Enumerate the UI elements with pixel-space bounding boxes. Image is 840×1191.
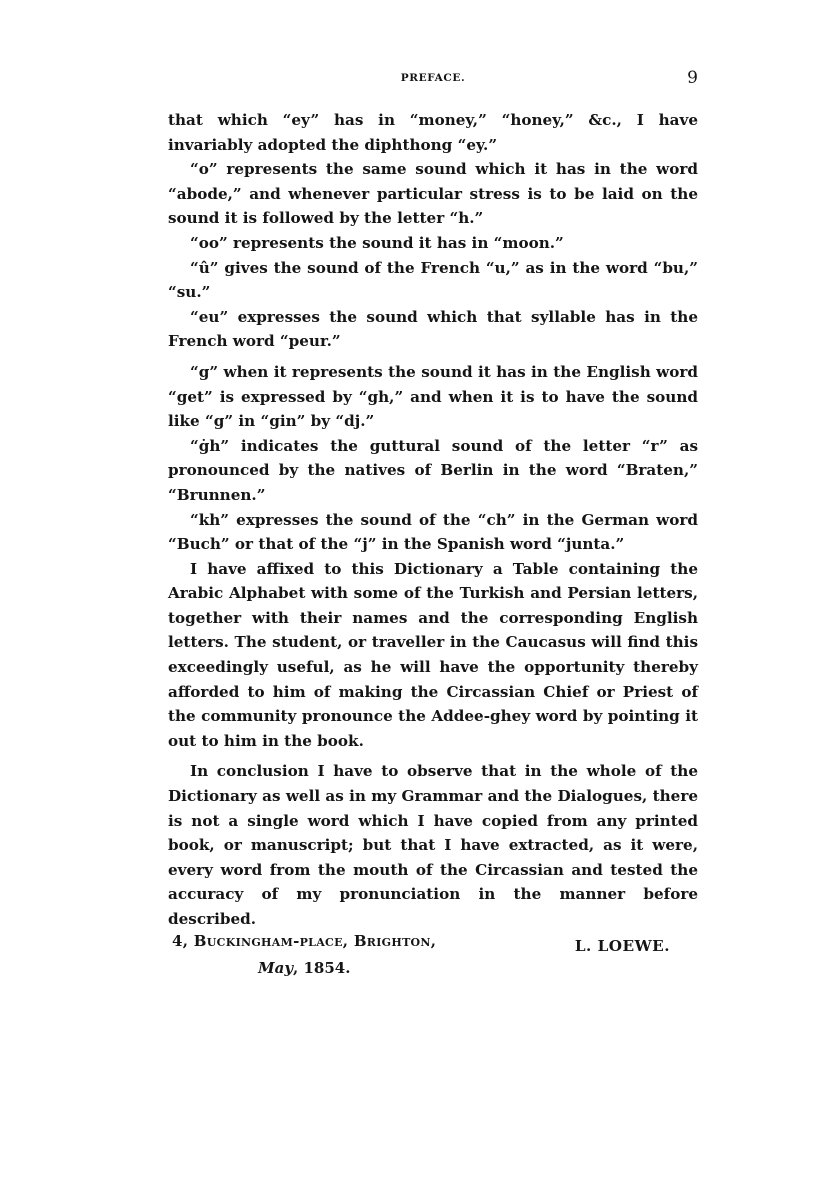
signature: L. LOEWE. — [574, 936, 670, 955]
paragraph: “eu” expresses the sound which that syllable has in the French word “peur.” — [168, 307, 698, 351]
date-month: May — [258, 959, 294, 977]
paragraph: In conclusion I have to observe that in the whole of the Dictionary as well as in my Grammar and the Dialogues, there is not a single word which I have copied from any printed book, or manuscript; but that I have extracted, as it were, every word from the mouth of the Circassian and tested the accuracy of my pronunciation in the manner before described. — [168, 762, 698, 928]
running-title: PREFACE. — [400, 72, 466, 84]
date — [172, 955, 436, 982]
paragraph: “û” gives the sound of the French “u,” as in the word “bu,” “su.” — [168, 258, 698, 302]
page-number: 9 — [687, 68, 698, 88]
paragraph: that which “ey” has in “money,” “honey,” &c., I have invariably adopted the diphthong “ey.” — [168, 111, 698, 154]
preface-body — [168, 108, 698, 958]
paragraph: “ġh” indicates the guttural sound of the letter “r” as pronounced by the natives of Berlin in the word “Braten,” “Brunnen.” — [168, 436, 698, 504]
paragraph: “o” represents the same sound which it has in the word “abode,” and whenever particular stress is to be laid on the sound it is followed by the letter “h.” — [168, 160, 698, 228]
paragraph: I have affixed to this Dictionary a Table containing the Arabic Alphabet with some of the Turkish and Persian letters, together with their names and the corresponding English letters. The student, or traveller in the Caucasus will find this exceedingly useful, as he will have the opportunity thereby afforded to him of making the Circassian Chief or Priest of the community pronounce the Addee-ghey word by pointing it out to him in the book. — [168, 559, 698, 750]
paragraph: “kh” expresses the sound of the “ch” in the German word “Buch” or that of the “j” in the Spanish word “junta.” — [168, 510, 698, 554]
paragraph: “oo” represents the sound it has in “moon.” — [190, 233, 564, 252]
dateline — [172, 928, 436, 982]
paragraph: “g” when it represents the sound it has in the English word “get” is expressed by “gh,” and when it is to have the sound like “g” in “gin” by “dj.” — [168, 362, 698, 431]
page-header — [168, 68, 698, 92]
date-year: , 1854. — [293, 959, 351, 977]
address: 4, Buckingham-place, Brighton, — [172, 932, 437, 950]
